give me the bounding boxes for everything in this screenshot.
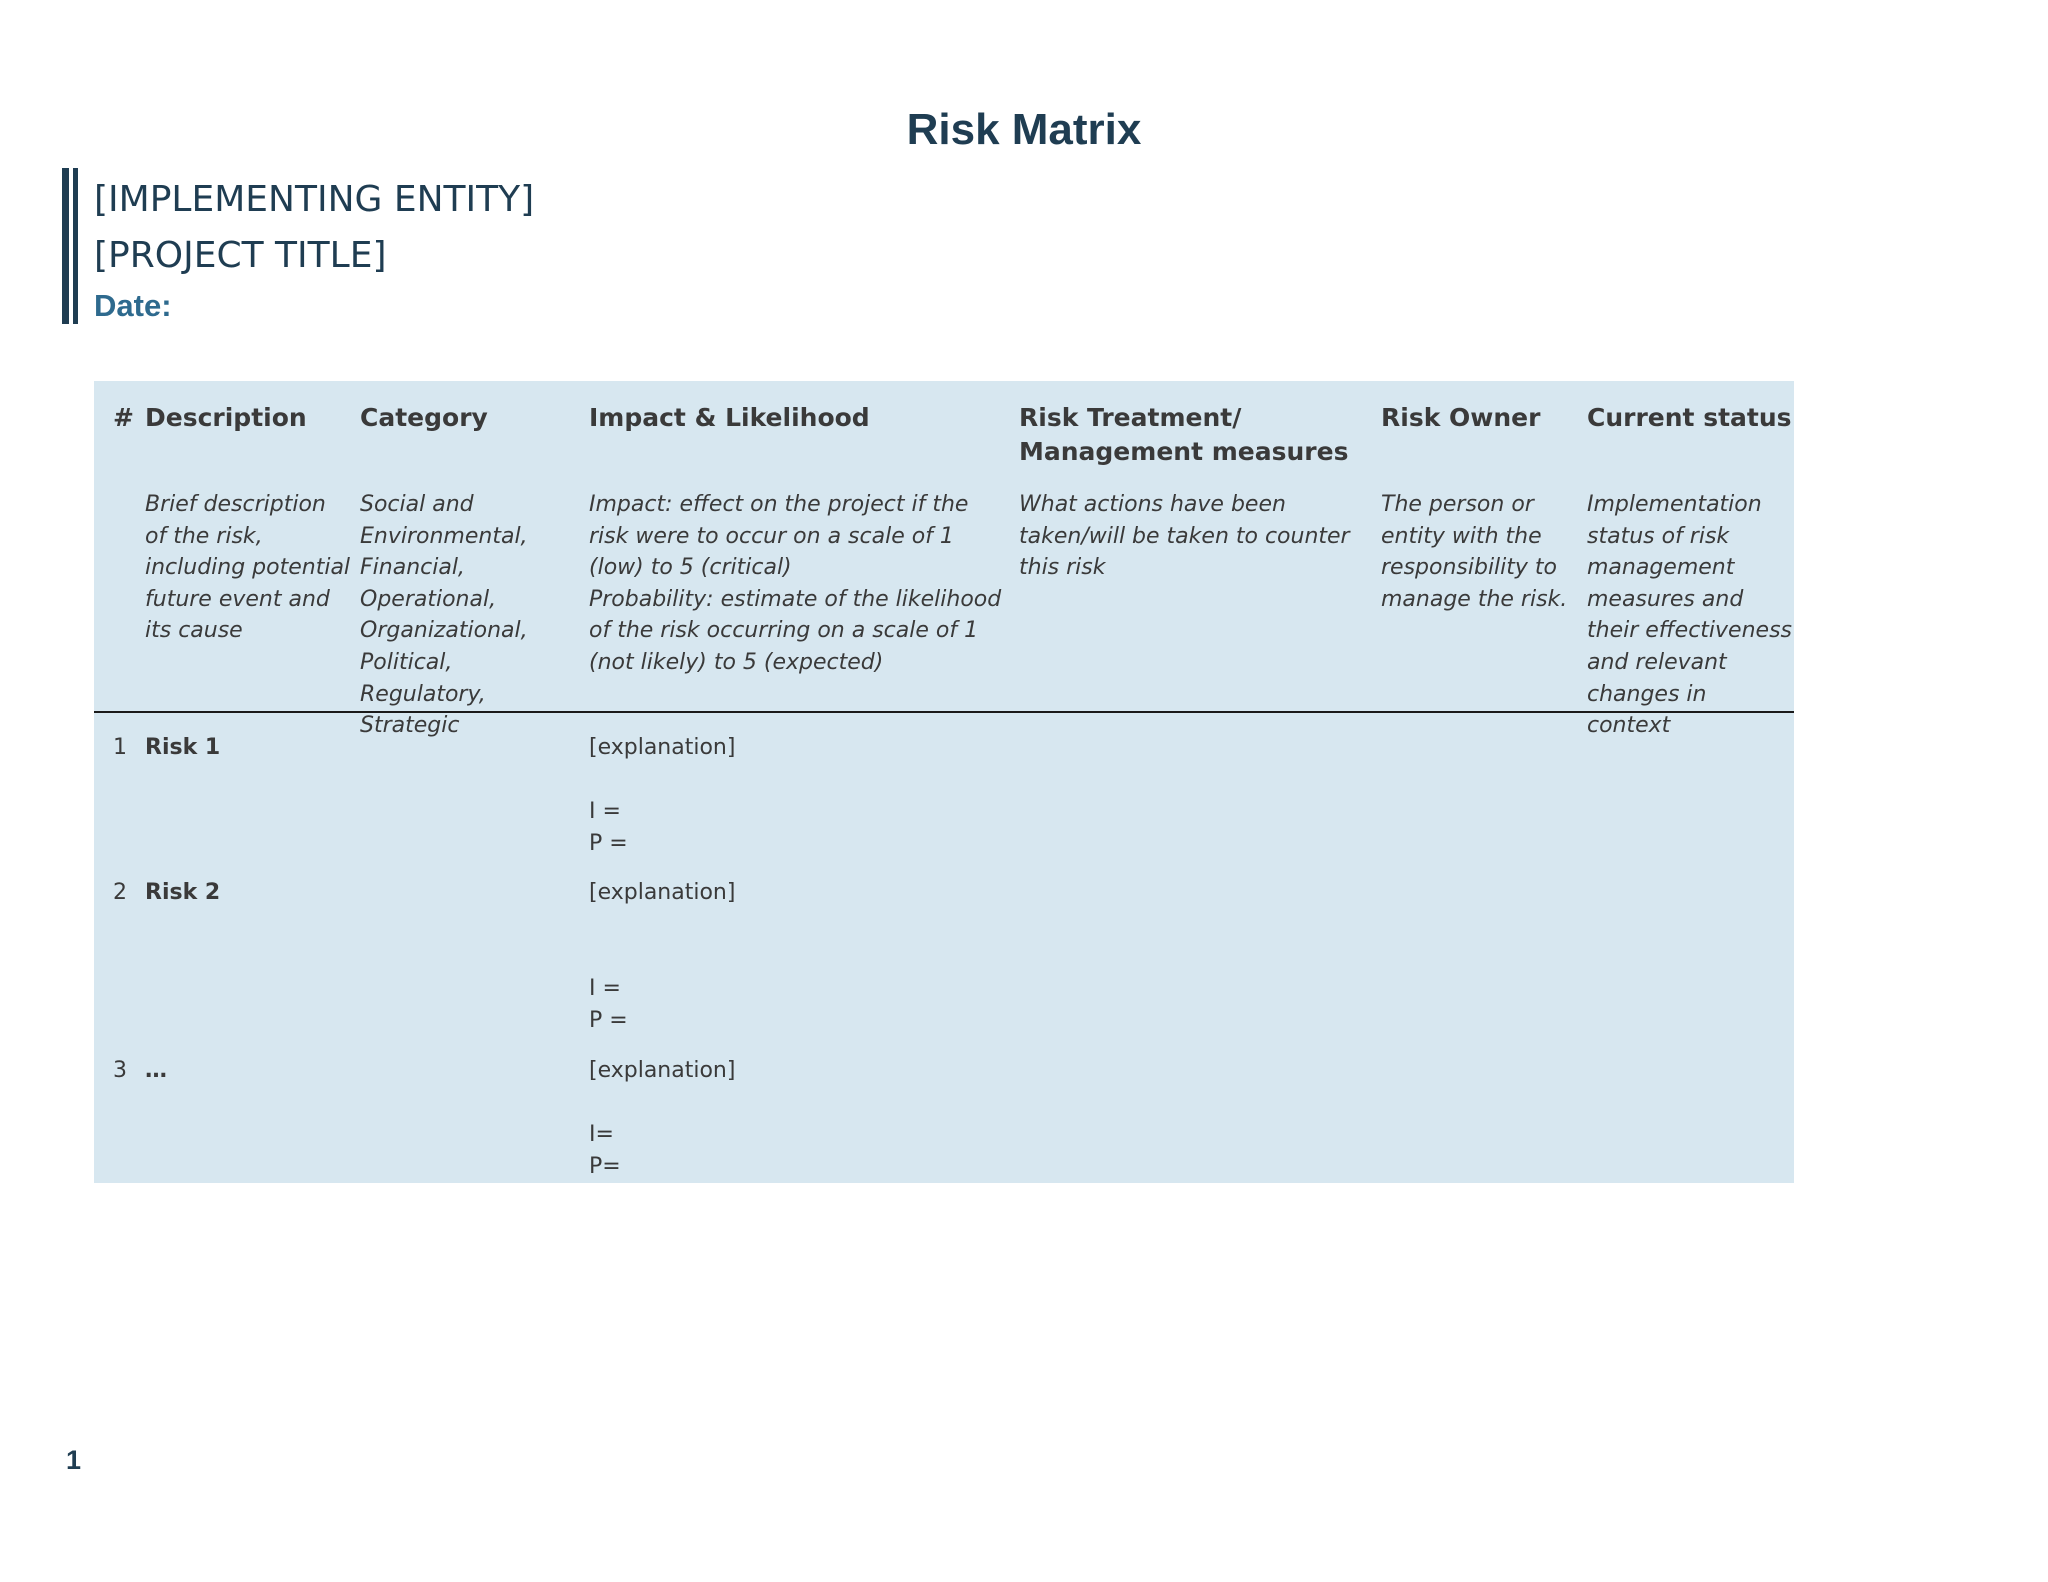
page-number: 1: [66, 1445, 82, 1475]
header-number: #: [113, 403, 134, 432]
header-accent-bars: [62, 168, 80, 324]
risk-matrix-table: [94, 381, 1794, 1183]
guidance-impact: Impact: effect on the project if the risk were to occur on a scale of 1 (low) to 5 (critical): [589, 492, 969, 581]
risk-name: Risk 1: [145, 735, 221, 760]
guidance-impact-likelihood: [589, 489, 1013, 679]
row-number: 3: [113, 1058, 127, 1083]
header-category: Category: [360, 403, 488, 432]
guidance-current-status: Implementation status of risk management measures and their effectiveness and relevant changes in context: [1587, 492, 1792, 739]
header-impact-likelihood: Impact & Likelihood: [589, 403, 870, 432]
guidance-risk-treatment: What actions have been taken/will be taken to counter this risk: [1019, 492, 1350, 581]
risk-impact: I =: [589, 799, 621, 824]
risk-explanation: [explanation]: [589, 1058, 736, 1083]
risk-probability: P =: [589, 831, 628, 856]
accent-bar: [62, 168, 69, 324]
project-title: [PROJECT TITLE]: [94, 235, 387, 276]
header-divider: [94, 711, 1794, 713]
risk-name: …: [145, 1058, 167, 1083]
guidance-probability: Probability: estimate of the likelihood of the risk occurring on a scale of 1 (not likely) to 5 (expected): [589, 586, 1002, 675]
risk-probability: P =: [589, 1008, 628, 1033]
risk-name: Risk 2: [145, 880, 221, 905]
risk-probability: P=: [589, 1154, 621, 1179]
implementing-entity: [IMPLEMENTING ENTITY]: [94, 179, 535, 220]
risk-explanation: [explanation]: [589, 735, 736, 760]
guidance-description: Brief description of the risk, including potential future event and its cause: [145, 492, 351, 644]
risk-impact: I=: [589, 1122, 614, 1147]
header-risk-treatment: Risk Treatment/ Management measures: [1019, 403, 1349, 466]
header-description: Description: [145, 403, 307, 432]
header-risk-owner: Risk Owner: [1381, 403, 1541, 432]
row-number: 1: [113, 735, 127, 760]
page-title: Risk Matrix: [906, 105, 1142, 154]
header-current-status: Current status: [1587, 403, 1792, 432]
date-label: Date:: [94, 288, 172, 323]
row-number: 2: [113, 880, 127, 905]
accent-bar: [73, 168, 78, 324]
guidance-risk-owner: The person or entity with the responsibility to manage the risk.: [1381, 492, 1568, 612]
guidance-category: Social and Environmental, Financial, Operational, Organizational, Political, Regulatory, Strategic: [360, 492, 528, 739]
risk-explanation: [explanation]: [589, 880, 736, 905]
risk-impact: I =: [589, 976, 621, 1001]
